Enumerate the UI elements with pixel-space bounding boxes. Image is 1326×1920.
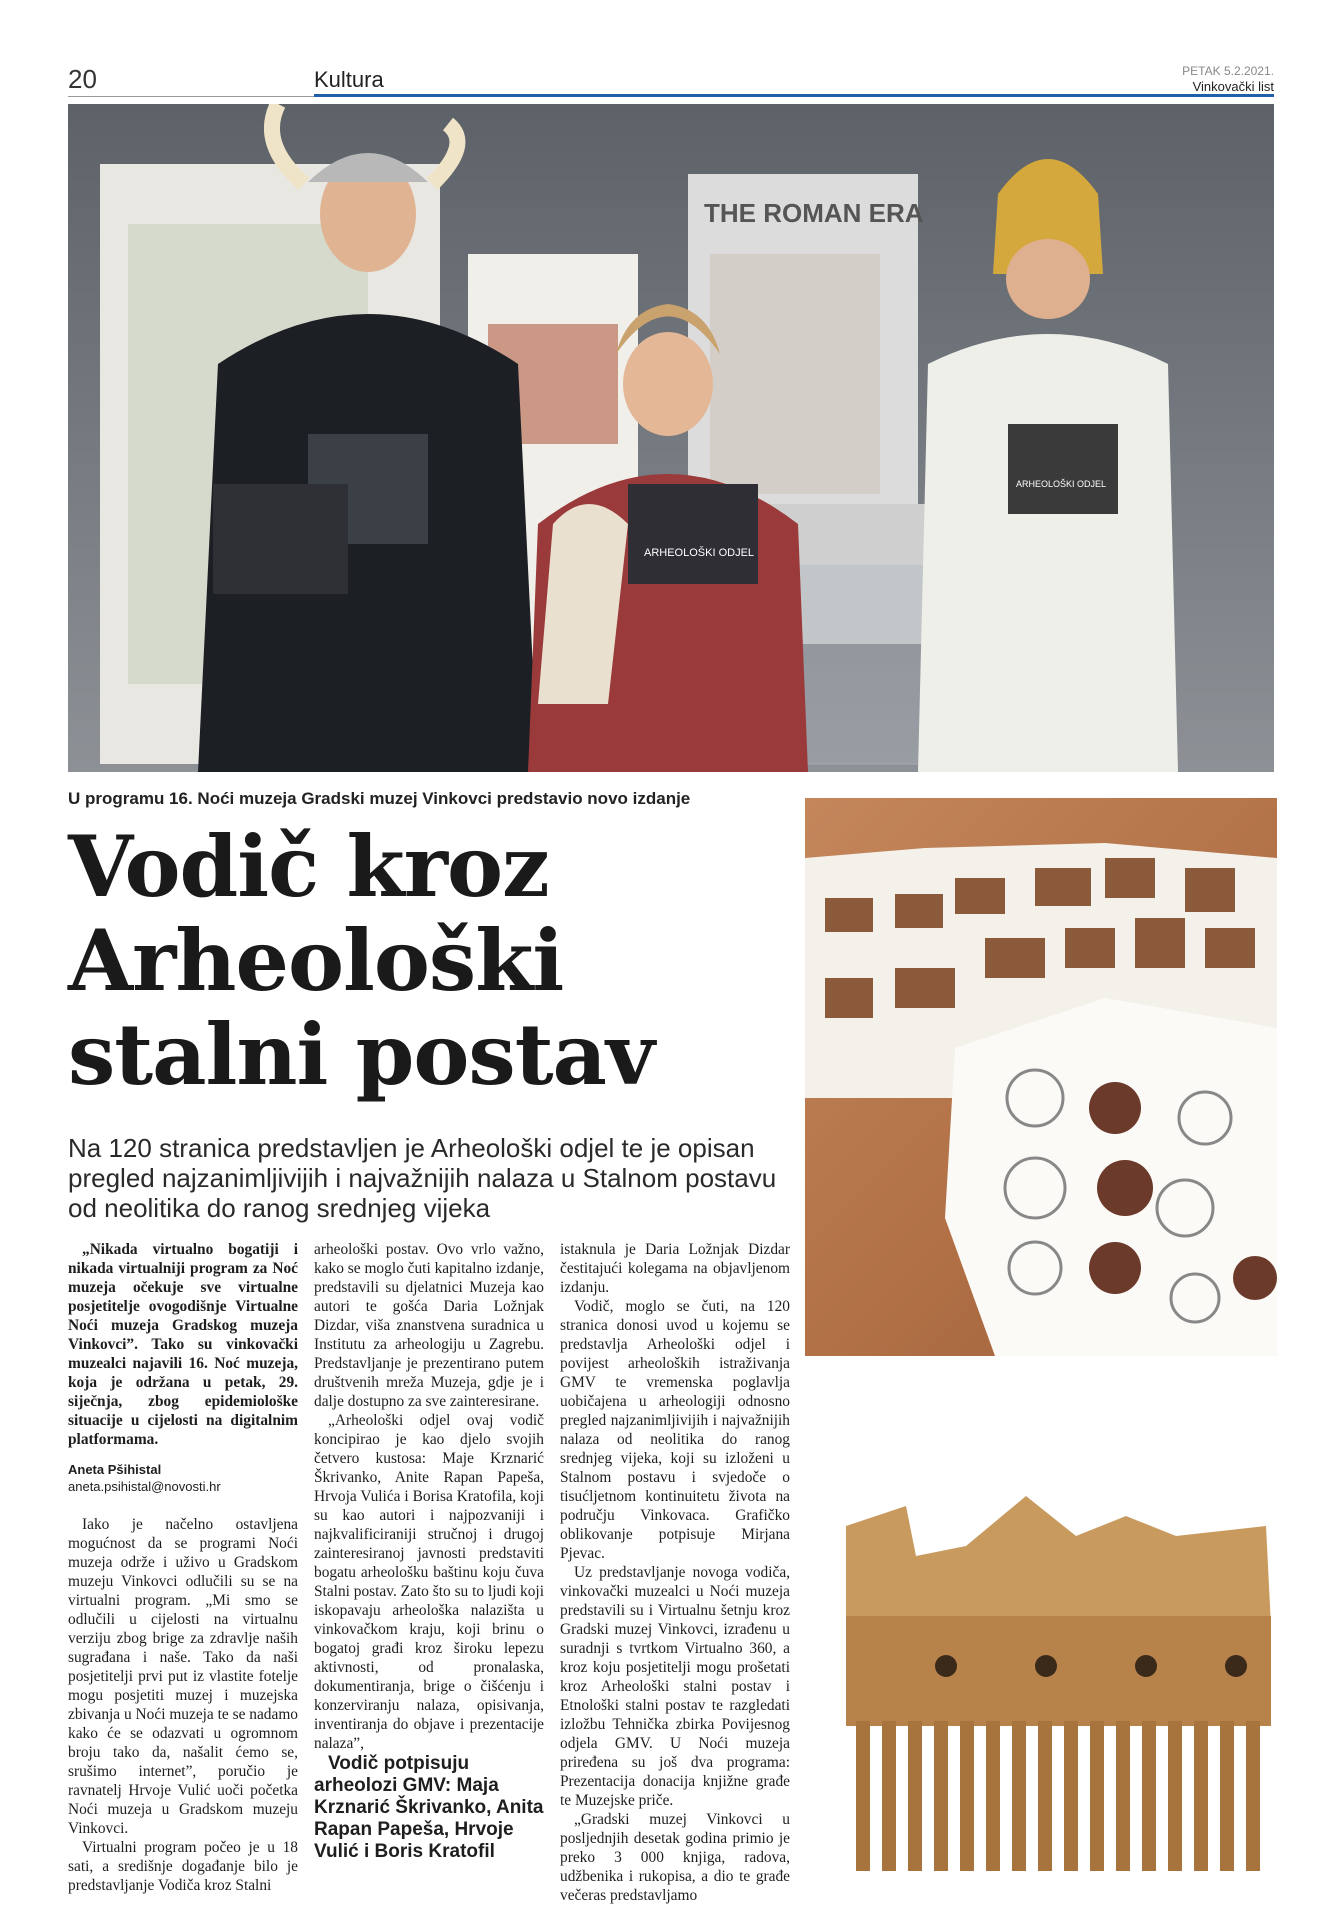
body-paragraph: Virtualni program počeo je u 18 sati, a središnje događanje bilo je predstavljanje Vodiča kroz Stalni bbox=[68, 1839, 298, 1894]
body-paragraph: arheološki postav. Ovo vrlo važno, kako se moglo čuti kapitalno izdanje, predstavili su djelatnici Muzeja kao autori te gošća Daria Ložnjak Dizdar, viša znanstvena suradnica u Institutu za arheologiju u Zagrebu. Predstavljanje je prezentirano putem društvenih mreža Muzeja, gdje je i dalje dostupno za sve zainteresirane. bbox=[314, 1241, 544, 1410]
page-number: 20 bbox=[68, 64, 97, 94]
catalog-illustration bbox=[805, 798, 1277, 1356]
body-paragraph: Uz predstavljanje novoga vodiča, vinkovački muzealci u Noći muzeja predstavili su i Virtualnu šetnju kroz Gradski muzej Vinkovci, izrađenu u suradnji s tvrtkom Virtualno 360, a kroz koju posjetitelji mogu prošetati kroz Arheološki stalni postav i Etnološki stalni postav te razgledati izložbu Tehnička zbirka Povijesnog odjela GMV. U Noći muzeja priređena su još dva programa: Prezentacija donacija knjižne građe te Muzejske priče. bbox=[560, 1564, 790, 1809]
byline bbox=[68, 1461, 298, 1495]
header-accent-rule bbox=[314, 94, 1274, 97]
body-paragraph: Vodič, moglo se čuti, na 120 stranica donosi uvod u kojemu se predstavlja Arheološki odjel i povijest arheoloških istraživanja GMV te vremenska poglavlja uobičajena u arheologiji odnosno pregled najzanimljivijih i najvažnijih nalaza od neolitika do ranog srednjeg vijeka, koji su izloženi u Stalnom postavu i svjedoče o tisućljetnom kontinuitetu života na području Vinkovaca. Grafičko oblikovanje potpisuje Mirjana Pjevac. bbox=[560, 1298, 790, 1562]
article-subhead: Vodič potpisuju arheolozi GMV: Maja Krznarić Škrivanko, Anita Rapan Papeša, Hrvoje Vulić i Boris Kratofil bbox=[314, 1753, 544, 1862]
book-title-center: ARHEOLOŠKI ODJEL bbox=[644, 547, 755, 559]
artifact-photo bbox=[826, 1466, 1277, 1886]
article-deck: Na 120 stranica predstavljen je Arheološki odjel te je opisan pregled najzanimljivijih i najvažnijih nalaza u Stalnom postavu od neolitika do ranog srednjeg vijeka bbox=[68, 1133, 777, 1223]
section-title: Kultura bbox=[314, 67, 384, 92]
article-headline: Vodič kroz Arheološki stalni postav bbox=[68, 817, 654, 1104]
author-name: Aneta Pšihistal bbox=[68, 1462, 162, 1477]
issue-info bbox=[1182, 64, 1274, 94]
body-paragraph: Iako je načelno ostavljena mogućnost da se programi Noći muzeja održe i uživo u Gradskom muzeju Vinkovci odlučili su se na virtualni program. „Mi smo se odlučili u cijelosti na virtualnu verziju zbog brige za zdravlje naših sugrađana i naše. Tako da naši posjetitelji prvi put iz vlastite fotelje mogu posjetiti muzej i muzejska zbivanja u Noći muzeja te se nadamo kako će se odazvati u ogromnom broju tako da, našalit ćemo se, srušimo internet”, poručio je ravnatelj Hrvoje Vulić uoči početka Noći muzeja u Gradskom muzeju Vinkovci. bbox=[68, 1516, 298, 1837]
body-paragraph: „Arheološki odjel ovaj vodič koncipirao je kao djelo svojih četvero kustosa: Maje Krznarić Škrivanko, Anite Rapan Papeša, Hrvoja Vulića i Borisa Kratofila, koji su kao autori i najpozvaniji i najkvalificiraniji stručnoj i drugoj zainteresiranoj javnosti predstaviti bogatu arheološku baštinu koju čuva Stalni postav. Zato što su to ljudi koji iskopavaju arheološka nalazišta u vinkovačkom kraju, koji brinu o bogatoj građi kroz široku lepezu aktivnosti, od pronalaska, dokumentiranja, brige o čišćenju i konzerviranju nalaza, opisivanja, inventiranja do objave i prezentacije nalaza”, bbox=[314, 1412, 544, 1752]
article-column-2 bbox=[314, 1240, 544, 1863]
body-paragraph: „Gradski muzej Vinkovci u posljednjih desetak godina primio je preko 3 000 knjiga, radova, udžbenika i rukopisa, a dio te građe večeras predstavljamo bbox=[560, 1811, 790, 1904]
photo-caption: U programu 16. Noći muzeja Gradski muzej Vinkovci predstavio novo izdanje bbox=[68, 789, 691, 808]
book-title-right: ARHEOLOŠKI ODJEL bbox=[1016, 479, 1107, 489]
bone-comb-illustration bbox=[826, 1466, 1277, 1886]
issue-date: PETAK 5.2.2021. bbox=[1182, 64, 1274, 78]
main-photo bbox=[68, 104, 1274, 772]
catalog-photo bbox=[805, 798, 1277, 1356]
article-column-1 bbox=[68, 1240, 298, 1895]
board-roman-era: THE ROMAN ERA bbox=[704, 198, 924, 228]
article-lead: „Nikada virtualno bogatiji i nikada virtualniji program za Noć muzeja očekuje sve virtualne posjetitelje ovogodišnje Virtualne Noći muzeja Gradskog muzeja Vinkovci”. Tako su vinkovački muzealci najavili 16. Noć muzeja, koja je održana u petak, 29. siječnja, zbog epidemiološke situacije u cijelosti na digitalnim platformama. bbox=[68, 1241, 298, 1448]
author-email[interactable]: aneta.psihistal@novosti.hr bbox=[68, 1479, 221, 1494]
article-column-3 bbox=[560, 1240, 790, 1905]
body-paragraph: istaknula je Daria Ložnjak Dizdar čestitajući kolegama na objavljenom izdanju. bbox=[560, 1241, 790, 1296]
publication-name: Vinkovački list bbox=[1192, 79, 1274, 94]
main-photo-illustration bbox=[68, 104, 1274, 772]
